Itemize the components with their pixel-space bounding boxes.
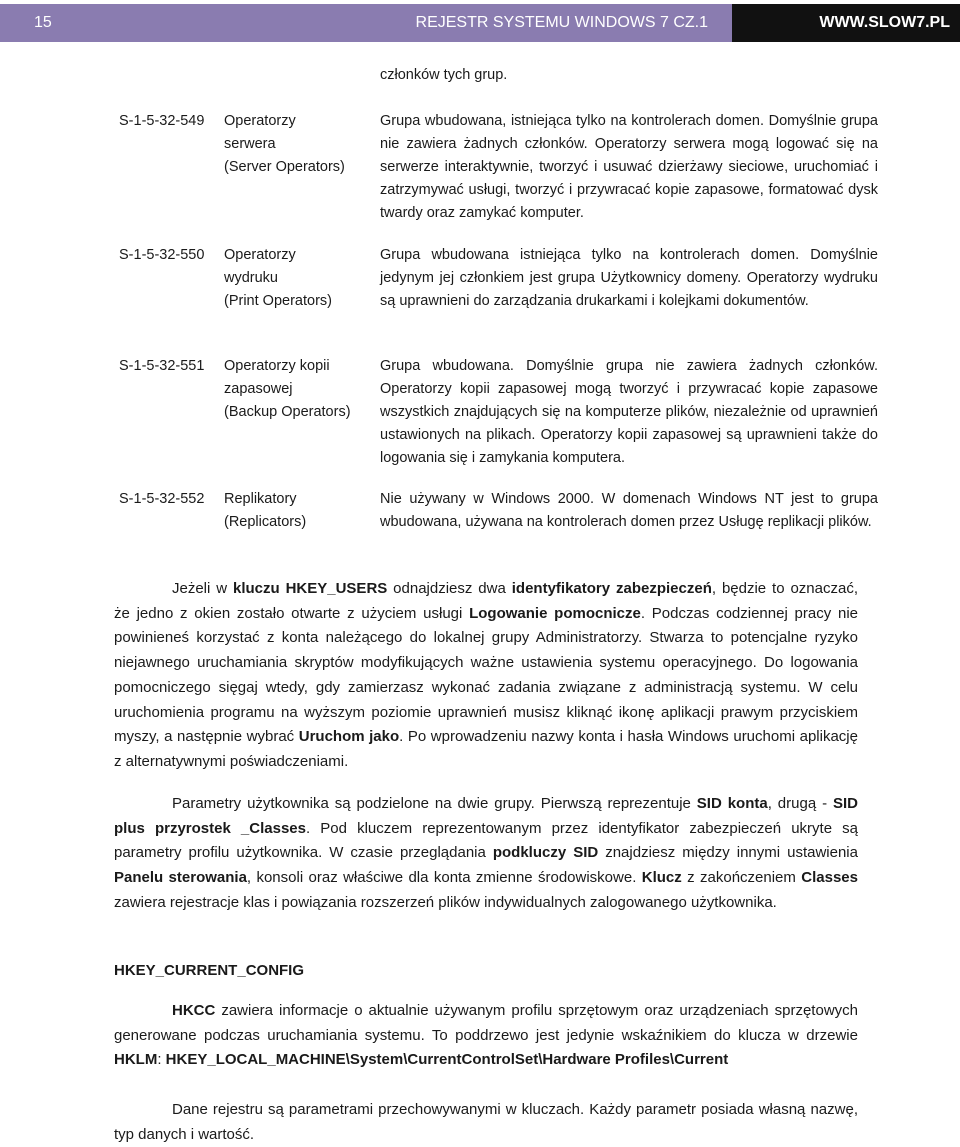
lead-text: członków tych grup. (380, 67, 508, 83)
group-description: Grupa wbudowana. Domyślnie grupa nie zawiera żadnych członków. Operatorzy kopii zapasowej mogą tworzyć i przywracać kopie zapasowe wszystkich znajdujących się na komputerze plików, niezależnie od uprawnień ustawionych na plikach. Operatorzy kopii zapasowej są uprawnieni także do logowania się i zamykania komputera. (380, 358, 878, 466)
page-header (0, 4, 960, 42)
page-number: 15 (0, 4, 80, 42)
sid-value: S-1-5-32-552 (119, 491, 205, 507)
group-description: Nie używany w Windows 2000. W domenach Windows NT jest to grupa wbudowana, używana na kontrolerach domen przez Usługę replikacji plików. (380, 491, 878, 530)
paragraph-user-params: Parametry użytkownika są podzielone na dwie grupy. Pierwszą reprezentuje SID konta, drugą - SID plus przyrostek _Classes. Pod kluczem reprezentowanym przez identyfikator zabezpieczeń ukryte są parametry profilu użytkownika. W czasie przeglądania podkluczy SID znajdziesz między innymi ustawienia Panelu sterowania, konsoli oraz właściwe dla konta zmienne środowiskowe. Klucz z zakończeniem Classes zawiera rejestracje klas i powiązania rozszerzeń plików indywidualnych zalogowanego użytkownika. (114, 795, 859, 911)
group-name: Operatorzy serwera (Server Operators) (224, 113, 345, 175)
header-site: WWW.SLOW7.PL (732, 4, 960, 42)
section-heading: HKEY_CURRENT_CONFIG (114, 962, 305, 979)
sid-value: S-1-5-32-550 (119, 247, 205, 263)
paragraph-hkcc: HKCC zawiera informacje o aktualnie używanym profilu sprzętowym oraz urządzeniach sprzętowych generowane podczas uruchamiania systemu. To poddrzewo jest jedynie wskaźnikiem do klucza w drzewie HKLM: HKEY_LOCAL_MACHINE\System\CurrentControlSet\Hardware Profiles\Current (114, 1002, 858, 1069)
group-description: Grupa wbudowana istniejąca tylko na kontrolerach domen. Domyślnie jedynym jej członkiem jest grupa Użytkownicy domeny. Operatorzy wydruku są uprawnieni do zarządzania drukarkami i kolejkami dokumentów. (380, 247, 878, 309)
group-name: Operatorzy kopii zapasowej (Backup Operators) (224, 358, 351, 420)
sid-value: S-1-5-32-551 (119, 358, 205, 374)
paragraph-logon: Jeżeli w kluczu HKEY_USERS odnajdziesz dwa identyfikatory zabezpieczeń, będzie to oznaczać, że jedno z okien zostało otwarte z użyciem usługi Logowanie pomocnicze. Podczas codziennej pracy nie powinieneś korzystać z konta należącego do lokalnej grupy Administratorzy. Stwarza to potencjalne ryzyko niejawnego uruchamiania skryptów modyfikujących ważne ustawienia systemu operacyjnego. Do logowania pomocniczego sięgaj wtedy, gdy zamierzasz wykonać zadania związane z administracją systemu. W celu uruchomienia programu na wyższym poziomie uprawnień musisz kliknąć ikonę aplikacji prawym przyciskiem myszy, a następnie wybrać Uruchom jako. Po wprowadzeniu nazwy konta i hasła Windows uruchomi aplikację z alternatywnymi poświadczeniami. (114, 580, 858, 770)
sid-value: S-1-5-32-549 (119, 113, 205, 129)
paragraph-data: Dane rejestru są parametrami przechowywanymi w kluczach. Każdy parametr posiada własną nazwę, typ danych i wartość. (114, 1101, 858, 1143)
header-title: REJESTR SYSTEMU WINDOWS 7 CZ.1 (80, 4, 732, 42)
group-name: Operatorzy wydruku (Print Operators) (224, 247, 332, 309)
group-name: Replikatory (Replicators) (224, 491, 307, 530)
group-description: Grupa wbudowana, istniejąca tylko na kontrolerach domen. Domyślnie grupa nie zawiera żadnych członków. Operatorzy serwera mogą logować się na serwerze interaktywnie, tworzyć i usuwać dzierżawy sieciowe, uruchomiać i zatrzymywać usługi, tworzyć i przywracać kopie zapasowe, formatować dysk twardy oraz zamykać komputer. (380, 113, 878, 221)
